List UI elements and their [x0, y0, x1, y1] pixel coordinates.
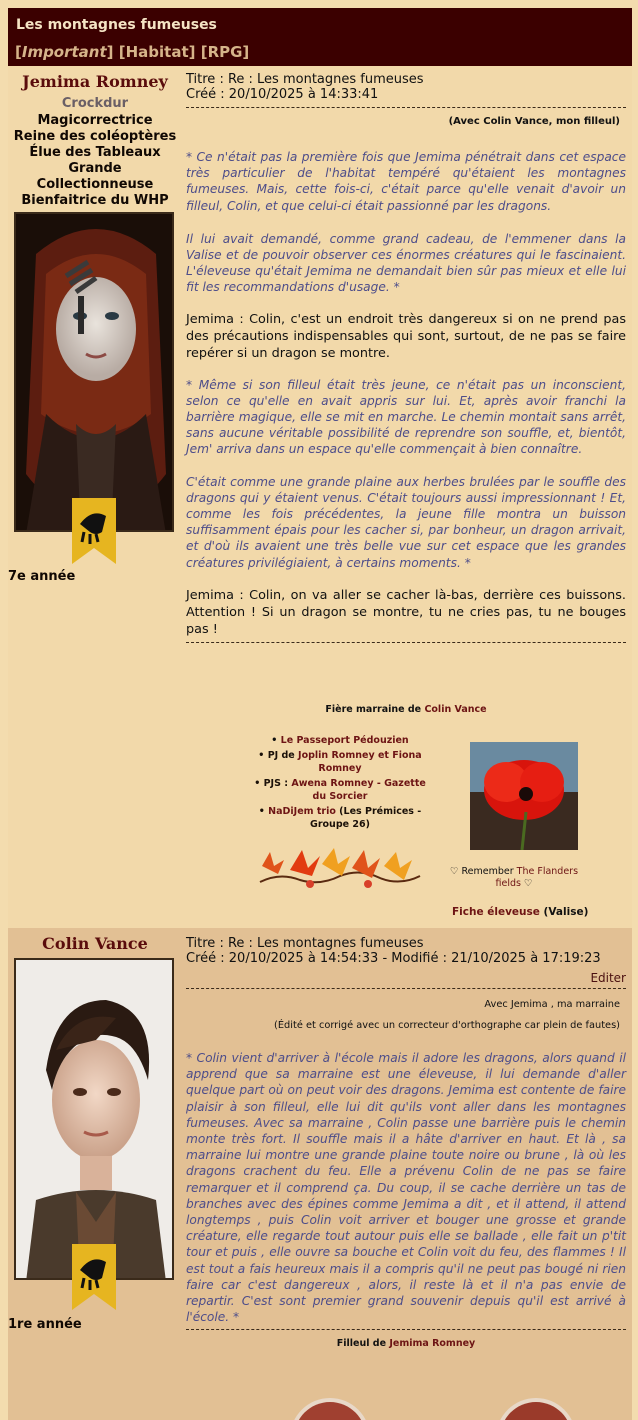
author-rank: Magicorrectrice	[37, 113, 153, 128]
signature-godson: Filleul de Jemima Romney	[336, 1338, 476, 1350]
post-author-panel	[8, 928, 182, 953]
signature-image	[496, 1398, 576, 1420]
passport-link[interactable]: Le Passeport Pédouzien	[280, 735, 409, 746]
signature-list-item: • Le Passeport Pédouzien	[271, 735, 409, 746]
post-date: Créé : 20/10/2025 à 14:33:41	[186, 87, 379, 102]
character-link[interactable]: Awena Romney - Gazette du Sorcier	[291, 778, 426, 802]
breeder-sheet-link[interactable]: Fiche éleveuse	[452, 906, 540, 918]
author-rank: Élue des Tableaux	[29, 145, 161, 160]
signature-list-item: • PJ de Joplin Romney et Fiona Romney	[258, 750, 422, 774]
author-year: 7e année	[8, 569, 76, 584]
post-note: Avec Jemima , ma marraine	[484, 999, 620, 1010]
post-content	[186, 936, 626, 1349]
signature-list	[246, 734, 434, 831]
signature-list-item: • NaDiJem trio (Les Prémices - Groupe 26)	[258, 806, 422, 830]
author-name[interactable]: Jemima Romney	[22, 72, 168, 91]
narration-paragraph: Il lui avait demandé, comme grand cadeau, de l'emmener dans la Valise et de pouvoir observer ces énormes créatures qui le fascinaient. L'éleveuse qu'était Jemima ne demandait bien sûr pas mieux et elle lui fit les recommandations d'usage. *	[186, 231, 626, 295]
narration-paragraph: * Colin vient d'arriver à l'école mais il adore les dragons, alors quand il apprend que sa marraine est une éleveuse, il lui demande d'aller quelque part où on peut voir des dragons. Jemima est contente de faire plaisir à son filleul, elle lui dit qu'ils vont aller dans les montagnes fumeuses. Avec sa marraine , Colin passe une barrière puis le chemin monte très fort. Il souffle mais il a hâte d'arriver en haut. Et là , sa marraine lui montre une grande plaine toute noire ou brune , là où les dragons crachent du feu. Elle a prévenu Colin de ne pas se faire remarquer et il comprend ça. Du coup, il se cache derrière un tas de branches avec des épines comme Jemima a dit , et il attend, il attend longtemps , puis Colin voit arriver et bouger une grosse et grande créature, elle regarde tout autour puis elle se ballade , elle fait un p'tit tour et puis , elle ouvre sa bouche et Colin voit du feu, des flammes ! Il est tout a fais heureux mais il a compris qu'il ne peut pas bougé ni rien faire car c'est dangereux , alors, il reste là et il n'a pas envie de repartir. C'est sont premier grand souvenir depuis qu'il est arrivé à l'école. *	[186, 1051, 626, 1325]
hufflepuff-crest-icon	[72, 498, 116, 564]
post-note: (Édité et corrigé avec un correcteur d'orthographe car plein de fautes)	[274, 1020, 620, 1031]
post-title: Titre : Re : Les montagnes fumeuses	[186, 936, 424, 951]
signature-list-item: • PJS : Awena Romney - Gazette du Sorcier	[254, 778, 426, 802]
post-note: (Avec Colin Vance, mon filleul)	[448, 116, 620, 127]
author-name[interactable]: Colin Vance	[42, 934, 148, 953]
divider	[186, 988, 626, 989]
tag-rpg[interactable]: RPG	[207, 43, 243, 61]
post-content	[186, 72, 626, 647]
divider	[186, 1329, 626, 1330]
avatar-portrait	[16, 214, 174, 532]
trio-link[interactable]: NaDiJem trio	[268, 806, 336, 817]
signature-remember: ♡ Remember The Flanders fields ♡	[449, 866, 579, 889]
character-link[interactable]: Joplin Romney	[298, 750, 375, 761]
remember-link[interactable]: The Flanders fields	[495, 866, 579, 889]
tag-important[interactable]: Important	[21, 43, 107, 61]
godson-link[interactable]: Colin Vance	[424, 704, 487, 715]
signature-godmother: Fière marraine de Colin Vance	[325, 704, 487, 715]
author-house: Crockdur	[61, 96, 129, 111]
avatar	[14, 958, 174, 1280]
post-date: Créé : 20/10/2025 à 14:54:33 - Modifié : 21/10/2025 à 17:19:23	[186, 951, 601, 966]
author-rank: Bienfaitrice du WHP	[21, 193, 169, 208]
author-rank: Reine des coléoptères	[13, 129, 177, 144]
autumn-leaves-image	[250, 842, 428, 892]
author-year: 1re année	[8, 1317, 82, 1332]
signature-breeder: Fiche éleveuse (Valise)	[452, 906, 589, 918]
divider	[186, 107, 626, 108]
author-rank: Collectionneuse	[36, 177, 154, 192]
narration-paragraph: * Ce n'était pas la première fois que Jemima pénétrait dans cet espace très particulier de l'habitat tempéré qu'étaient les montagnes fumeuses. Mais, cette fois-ci, c'était parce qu'elle venait d'avoir un filleul, Colin, et que celui-ci était passionné par les dragons.	[186, 150, 626, 213]
hufflepuff-crest-icon	[72, 1244, 116, 1310]
signature	[186, 704, 626, 715]
narration-paragraph: * Même si son filleul était très jeune, ce n'était pas un inconscient, selon ce qu'elle en avait appris sur lui. Et, après avoir franchi la barrière magique, elle se mit en marche. Le chemin montait sans arrêt, sans aucune véritable possibilité de reprendre son souffle, et, bientôt, Jem' arriva dans un espace qu'elle commençait à bien connaître.	[186, 377, 626, 457]
author-rank: Grande	[68, 161, 122, 176]
tag-habitat[interactable]: Habitat	[125, 43, 189, 61]
narration-paragraph: C'était comme une grande plaine aux herbes brulées par le souffle des dragons qui y étaient venus. C'était toujours aussi impressionnant ! Et, comme les fois précédentes, la jeune fille montra un buisson suffisamment épais pour les cacher si, par bonheur, un dragon arrivait, et d'où ils avaient une très belle vue sur cet espace que les grandes créatures privilégiaient, à certains moments. *	[186, 474, 626, 570]
post-author-panel	[8, 66, 182, 209]
topic-tags: [Important] [Habitat] [RPG]	[8, 38, 632, 66]
dialogue-paragraph: Jemima : Colin, c'est un endroit très dangereux si on ne prend pas des précautions indispensables qui sont, surtout, de ne pas se faire repérer si un dragon se montre.	[186, 311, 626, 361]
divider	[186, 642, 626, 643]
poppy-image	[470, 742, 578, 850]
dialogue-paragraph: Jemima : Colin, on va aller se cacher là-bas, derrière ces buissons. Attention ! Si un dragon se montre, tu ne cries pas, tu ne bouges pas !	[186, 587, 626, 637]
signature-image	[290, 1398, 370, 1420]
edit-button[interactable]: Editer	[590, 971, 626, 985]
post-colin	[8, 928, 632, 1420]
post-jemima	[8, 66, 632, 928]
topic-title: Les montagnes fumeuses	[8, 8, 632, 38]
post-title: Titre : Re : Les montagnes fumeuses	[186, 72, 424, 87]
avatar	[14, 212, 174, 532]
godmother-link[interactable]: Jemima Romney	[389, 1338, 476, 1350]
avatar-portrait	[16, 960, 174, 1280]
